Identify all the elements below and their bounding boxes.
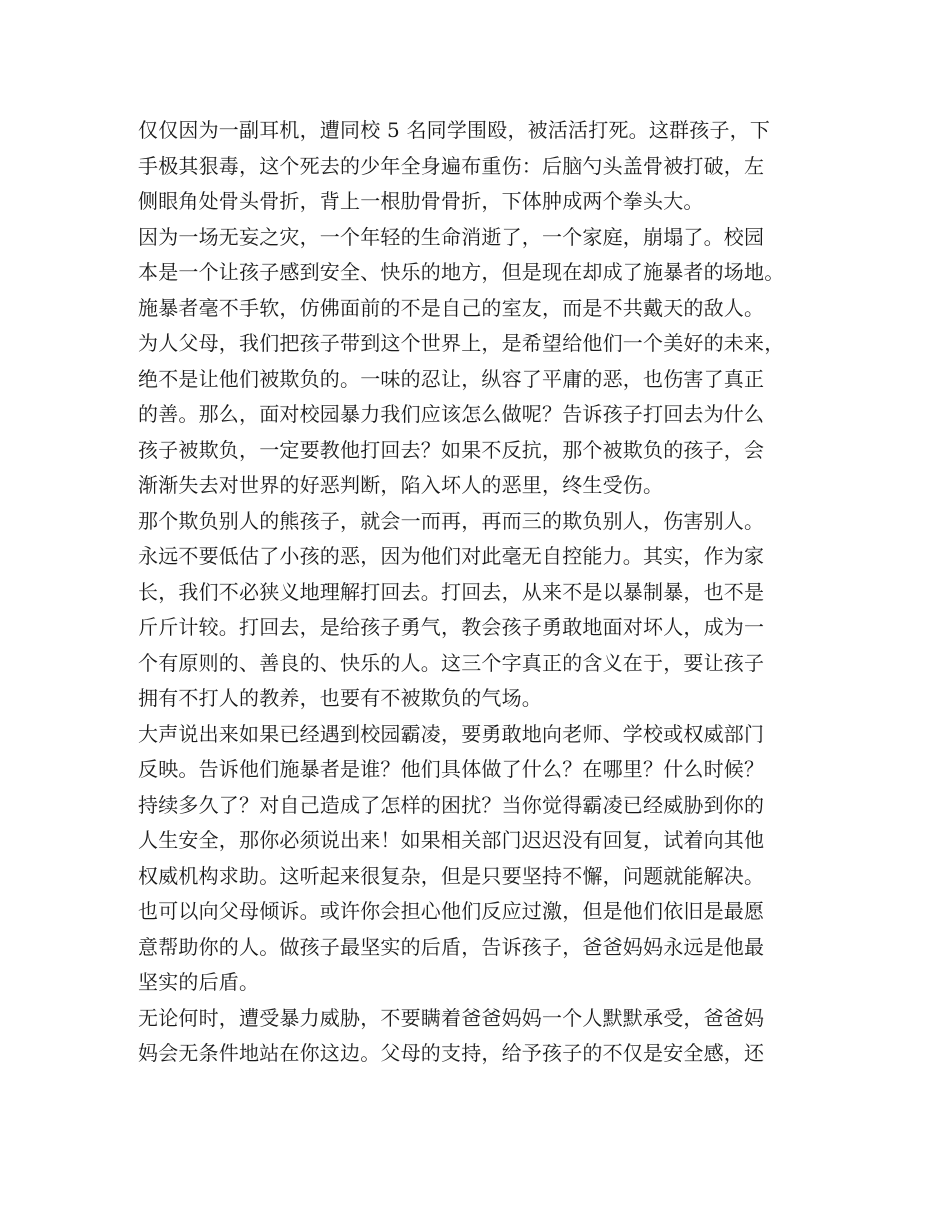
text-line: 本是一个让孩子感到安全、快乐的地方，但是现在却成了施暴者的场地。 — [138, 260, 785, 284]
text-line: 孩子被欺负，一定要教他打回去？如果不反抗，那个被欺负的孩子，会 — [138, 437, 765, 462]
text-line: 那个欺负别人的熊孩子，就会一而再，再而三的欺负别人，伤害别人。 — [138, 508, 765, 533]
text-line: 斤斤计较。打回去，是给孩子勇气，教会孩子勇敢地面对坏人，成为一 — [138, 615, 765, 639]
text-line: 意帮助你的人。做孩子最坚实的后盾，告诉孩子，爸爸妈妈永远是他最 — [138, 934, 765, 959]
text-line: 大声说出来如果已经遇到校园霸凌，要勇敢地向老师、学校或权威部门 — [138, 721, 765, 746]
text-line: 无论何时，遭受暴力威胁，不要瞒着爸爸妈妈一个人默默承受，爸爸妈 — [138, 1005, 765, 1030]
text-line: 个有原则的、善良的、快乐的人。这三个字真正的含义在于，要让孩子 — [138, 650, 765, 675]
text-line: 人生安全，那你必须说出来！如果相关部门迟迟没有回复，试着向其他 — [138, 828, 765, 852]
body-text — [138, 113, 818, 1072]
text-line: 持续多久了？对自己造成了怎样的困扰？当你觉得霸凌已经威胁到你的 — [138, 792, 765, 817]
text-line: 妈会无条件地站在你这边。父母的支持，给予孩子的不仅是安全感，还 — [138, 1041, 765, 1065]
text-line: 长，我们不必狭义地理解打回去。打回去，从来不是以暴制暴，也不是 — [138, 579, 765, 604]
text-line: 渐渐失去对世界的好恶判断，陷入坏人的恶里，终生受伤。 — [138, 473, 664, 497]
text-line: 反映。告诉他们施暴者是谁？他们具体做了什么？在哪里？什么时候？ — [138, 757, 765, 781]
text-line: 绝不是让他们被欺负的。一味的忍让，纵容了平庸的恶，也伤害了真正 — [138, 366, 765, 391]
text-line: 因为一场无妄之灾，一个年轻的生命消逝了，一个家庭，崩塌了。校园 — [138, 224, 765, 249]
text-line: 永远不要低估了小孩的恶，因为他们对此毫无自控能力。其实，作为家 — [138, 544, 765, 568]
text-line: 侧眼角处骨头骨折，背上一根肋骨骨折，下体肿成两个拳头大。 — [138, 189, 704, 213]
text-line: 的善。那么，面对校园暴力我们应该怎么做呢？告诉孩子打回去为什么 — [138, 402, 765, 426]
text-line: 手极其狠毒，这个死去的少年全身遍布重伤：后脑勺头盖骨被打破，左 — [138, 153, 765, 178]
text-line: 也可以向父母倾诉。或许你会担心他们反应过激，但是他们依旧是最愿 — [138, 899, 765, 923]
text-line: 仅仅因为一副耳机，遭同校 5 名同学围殴，被活活打死。这群孩子，下 — [138, 118, 771, 142]
text-line: 施暴者毫不手软，仿佛面前的不是自己的室友，而是不共戴天的敌人。 — [138, 295, 765, 320]
text-line: 拥有不打人的教养，也要有不被欺负的气场。 — [138, 686, 542, 710]
text-line: 坚实的后盾。 — [138, 970, 260, 994]
text-line: 为人父母，我们把孩子带到这个世界上，是希望给他们一个美好的未来， — [138, 331, 785, 355]
text-line: 权威机构求助。这听起来很复杂，但是只要坚持不懈，问题就能解决。 — [138, 863, 765, 888]
